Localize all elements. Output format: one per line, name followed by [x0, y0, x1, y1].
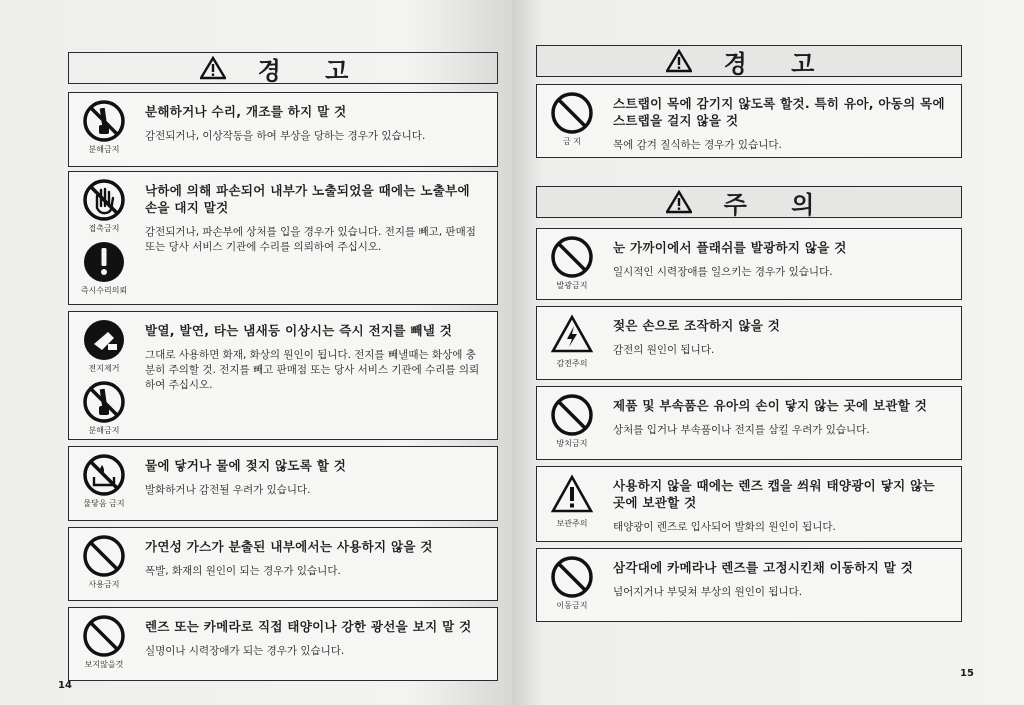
icon-label: 사용금지	[88, 580, 120, 589]
icon-label: 보관주의	[556, 519, 588, 528]
header-title: 경 고	[257, 56, 367, 85]
icon-label: 발광금지	[556, 281, 588, 290]
item-title: 삼각대에 카메라나 렌즈를 고정시킨채 이동하지 말 것	[613, 560, 914, 575]
warning-triangle-icon	[666, 49, 692, 73]
item-title: 스트랩이 목에 감기지 않도록 할것. 특히 유아, 아동의 목에 스트랩을 걸지 않을 것	[613, 96, 945, 128]
header-title: 주 의	[723, 190, 833, 219]
item-title: 낙하에 의해 파손되어 내부가 노출되었을 때에는 노출부에 손을 대지 말것	[145, 183, 470, 215]
item-description: 폭발, 화재의 원인이 되는 경우가 있습니다.	[145, 565, 341, 577]
item-description: 감전되거나, 이상작동을 하여 부상을 당하는 경우가 있습니다.	[145, 130, 426, 142]
warning-header	[536, 45, 962, 77]
icon-label: 분해금지	[88, 426, 120, 435]
prohibited-icon	[550, 235, 594, 279]
warning-item	[68, 92, 498, 167]
right-page	[512, 0, 1024, 705]
disassembly-prohibited-icon	[82, 99, 126, 143]
page-number: 15	[960, 668, 974, 679]
item-description: 감전되거나, 파손부에 상처를 입을 경우가 있습니다. 전지를 빼고, 판매점 또는 당사 서비스 기관에 수리를 의뢰하여 주십시오.	[145, 226, 476, 253]
item-title: 눈 가까이에서 플래쉬를 발광하지 않을 것	[613, 240, 847, 255]
icon-label: 분해금지	[88, 145, 120, 154]
icon-label: 감전주의	[556, 359, 588, 368]
warning-header	[68, 52, 498, 84]
item-description: 발화하거나 감전될 우려가 있습니다.	[145, 484, 311, 496]
item-title: 렌즈 또는 카메라로 직접 태양이나 강한 광선을 보지 말 것	[145, 619, 472, 634]
icon-label: 이동금지	[556, 601, 588, 610]
item-title: 물에 닿거나 물에 젖지 않도록 할 것	[145, 458, 347, 473]
page-number: 14	[58, 680, 72, 691]
item-description: 일시적인 시력장애를 일으키는 경우가 있습니다.	[613, 266, 833, 278]
item-description: 상처를 입거나 부속품이나 전지를 삼킬 우려가 있습니다.	[613, 424, 870, 436]
icon-label: 접촉금지	[88, 224, 120, 233]
icon-label: 물닿음 금지	[83, 499, 125, 508]
caution-triangle-icon	[666, 190, 692, 214]
header-title: 경 고	[723, 49, 833, 78]
prohibited-icon	[82, 614, 126, 658]
caution-item	[536, 548, 962, 622]
remove-battery-icon	[82, 318, 126, 362]
item-description: 태양광이 렌즈로 입사되어 발화의 원인이 됩니다.	[613, 521, 836, 533]
icon-label: 금 지	[563, 137, 581, 146]
item-title: 가연성 가스가 분출된 내부에서는 사용하지 않을 것	[145, 539, 433, 554]
warning-item	[536, 84, 962, 158]
no-water-icon	[82, 453, 126, 497]
caution-item	[536, 386, 962, 460]
electric-shock-warning-icon	[550, 313, 594, 357]
item-title: 젖은 손으로 조작하지 않을 것	[613, 318, 781, 333]
prohibited-icon	[550, 555, 594, 599]
icon-label: 보지않을것	[84, 660, 124, 669]
caution-item	[536, 466, 962, 542]
warning-item	[68, 311, 498, 440]
icon-label: 방치금지	[556, 439, 588, 448]
icon-label: 전지제거	[88, 364, 120, 373]
icon-label: 즉시수리의뢰	[80, 286, 128, 295]
caution-header	[536, 186, 962, 218]
mandatory-action-icon	[82, 240, 126, 284]
prohibited-icon	[82, 534, 126, 578]
warning-triangle-icon	[200, 56, 226, 80]
item-description: 넘어지거나 부딪쳐 부상의 원인이 됩니다.	[613, 586, 803, 598]
warning-item	[68, 527, 498, 601]
warning-item	[68, 171, 498, 305]
warning-item	[68, 446, 498, 521]
item-description: 그대로 사용하면 화재, 화상의 원인이 됩니다. 전지를 빼낼때는 화상에 충분히 주의할 것. 전지를 빼고 판매점 또는 당사 서비스 기관에 수리를 의뢰하여 주십시오.	[145, 349, 480, 391]
prohibited-icon	[550, 91, 594, 135]
item-title: 제품 및 부속품은 유아의 손이 닿지 않는 곳에 보관할 것	[613, 398, 928, 413]
no-touch-icon	[82, 178, 126, 222]
warning-item	[68, 607, 498, 681]
caution-exclamation-icon	[550, 473, 594, 517]
disassembly-prohibited-icon	[82, 380, 126, 424]
caution-item	[536, 306, 962, 380]
item-description: 목에 감겨 질식하는 경우가 있습니다.	[613, 139, 782, 151]
item-title: 분해하거나 수리, 개조를 하지 말 것	[145, 104, 347, 119]
prohibited-icon	[550, 393, 594, 437]
item-title: 발열, 발연, 타는 냄새등 이상시는 즉시 전지를 빼낼 것	[145, 323, 453, 338]
item-description: 실명이나 시력장애가 되는 경우가 있습니다.	[145, 645, 345, 657]
item-title: 사용하지 않을 때에는 렌즈 캡을 씌워 태양광이 닿지 않는 곳에 보관할 것	[613, 478, 935, 510]
item-description: 감전의 원인이 됩니다.	[613, 344, 715, 356]
caution-item	[536, 228, 962, 300]
